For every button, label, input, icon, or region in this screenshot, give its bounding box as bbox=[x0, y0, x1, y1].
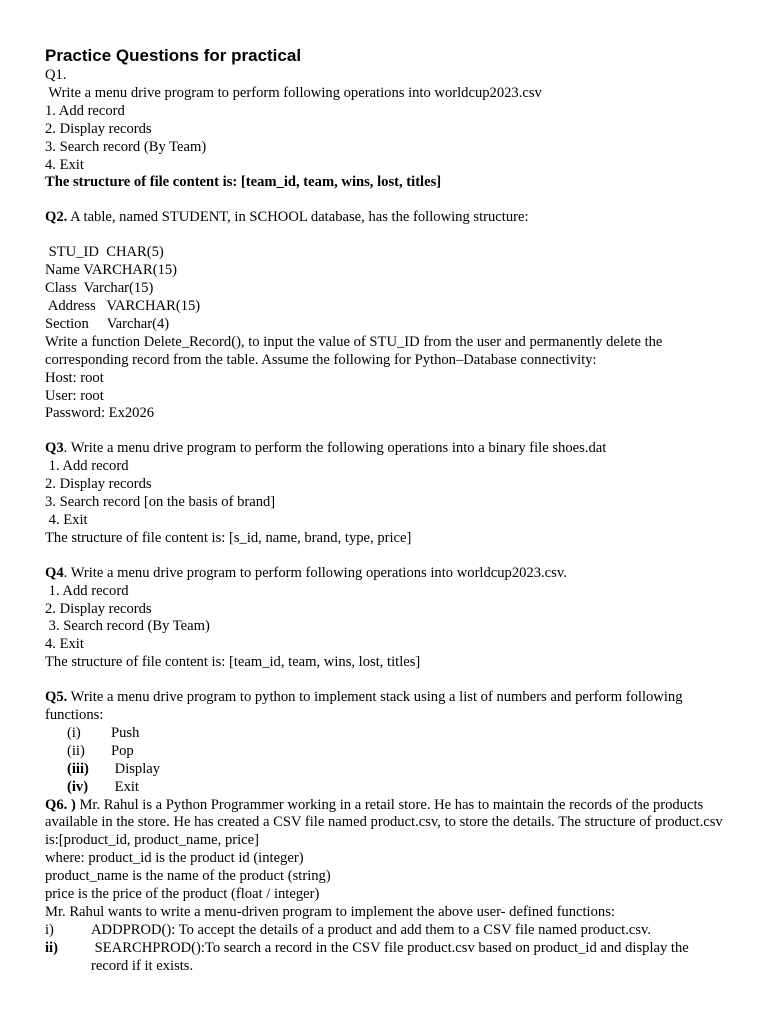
q2-conn-user: User: root bbox=[45, 387, 104, 404]
q6-item-2 bbox=[45, 940, 725, 976]
q6-label: Q6. ) bbox=[45, 796, 76, 813]
q3-item-3: 3. Search record [on the basis of brand] bbox=[45, 494, 276, 511]
q2-task: Write a function Delete_Record(), to input the value of STU_ID from the user and permanently delete the corresponding record from the table. Assume the following for Python–Database connectivity: bbox=[45, 333, 663, 368]
q2-field-5: Section Varchar(4) bbox=[45, 315, 170, 332]
q5-item-2-text: Pop bbox=[111, 742, 134, 759]
q4-item-3: 3. Search record (By Team) bbox=[45, 618, 210, 635]
q5-item-4-text: Exit bbox=[111, 778, 139, 795]
q5-item-1-text: Push bbox=[111, 725, 140, 741]
q6-item-1 bbox=[45, 922, 725, 940]
q5-label: Q5. bbox=[45, 689, 68, 706]
q1-text: Write a menu drive program to perform following operations into worldcup2023.csv bbox=[45, 84, 542, 101]
q4-item-4: 4. Exit bbox=[45, 636, 84, 653]
q2-field-2: Name VARCHAR(15) bbox=[45, 262, 178, 279]
q2-field-1: STU_ID CHAR(5) bbox=[45, 244, 164, 261]
q5-item-3-num: (iii) bbox=[67, 760, 89, 777]
q3-item-1: 1. Add record bbox=[45, 458, 129, 475]
q6-where-1: where: product_id is the product id (integer) bbox=[45, 850, 304, 867]
q6-where-3: price is the price of the product (float / integer) bbox=[45, 886, 320, 903]
q3-intro bbox=[45, 440, 725, 458]
q3-text: . Write a menu drive program to perform the following operations into a binary file shoes.dat bbox=[63, 440, 607, 457]
q1-item-2: 2. Display records bbox=[45, 120, 152, 137]
q2-field-4: Address VARCHAR(15) bbox=[45, 297, 201, 314]
q1-item-4: 4. Exit bbox=[45, 156, 84, 173]
q5-item-1-num: (i) bbox=[67, 725, 81, 741]
q6-where-2: product_name is the name of the product (string) bbox=[45, 868, 331, 885]
q4-text: . Write a menu drive program to perform following operations into worldcup2023.csv. bbox=[63, 564, 567, 581]
q5-item-4 bbox=[45, 779, 725, 797]
q6-intro bbox=[45, 797, 725, 851]
q5-item-3 bbox=[45, 761, 725, 779]
q5-item-2 bbox=[45, 743, 725, 761]
q5-item-2-num: (ii) bbox=[67, 742, 85, 759]
q4-item-2: 2. Display records bbox=[45, 600, 152, 617]
q6-item-2-text: SEARCHPROD():To search a record in the CSV file product.csv based on product_id and display the record if it exists. bbox=[91, 939, 693, 974]
q2-intro bbox=[45, 209, 725, 227]
q2-text: A table, named STUDENT, in SCHOOL database, has the following structure: bbox=[67, 209, 529, 226]
document-page bbox=[45, 46, 725, 976]
q1-item-3: 3. Search record (By Team) bbox=[45, 138, 207, 155]
q2-conn-password: Password: Ex2026 bbox=[45, 405, 155, 422]
q6-text: Mr. Rahul is a Python Programmer working in a retail store. He has to maintain the records of the products available in the store. He has created a CSV file named product.csv, to store the details. The structure of product.csv is:[product_id, product_name, price] bbox=[45, 796, 723, 849]
q3-label: Q3 bbox=[45, 440, 64, 457]
q1-structure: The structure of file content is: [team_id, team, wins, lost, titles] bbox=[45, 174, 442, 191]
q5-text: Write a menu drive program to python to implement stack using a list of numbers and perform following functions: bbox=[45, 689, 683, 724]
q4-label: Q4 bbox=[45, 564, 64, 581]
q3-item-4: 4. Exit bbox=[45, 511, 88, 528]
q1-item-1: 1. Add record bbox=[45, 102, 125, 119]
q1-label: Q1. bbox=[45, 67, 67, 83]
q5-intro bbox=[45, 689, 725, 725]
q4-structure: The structure of file content is: [team_id, team, wins, lost, titles] bbox=[45, 654, 421, 671]
q6-item-1-text: ADDPROD(): To accept the details of a product and add them to a CSV file named product.csv. bbox=[91, 921, 652, 938]
q3-item-2: 2. Display records bbox=[45, 476, 152, 493]
page-title: Practice Questions for practical bbox=[45, 46, 302, 65]
q5-item-4-num: (iv) bbox=[67, 778, 89, 795]
q2-conn-host: Host: root bbox=[45, 369, 104, 386]
q4-item-1: 1. Add record bbox=[45, 582, 129, 599]
q6-wants: Mr. Rahul wants to write a menu-driven program to implement the above user- defined functions: bbox=[45, 904, 615, 920]
q2-label: Q2. bbox=[45, 209, 68, 226]
q6-item-2-num: ii) bbox=[45, 939, 58, 956]
q5-item-1 bbox=[45, 725, 725, 743]
q3-structure: The structure of file content is: [s_id, name, brand, type, price] bbox=[45, 529, 412, 546]
q6-item-1-num: i) bbox=[45, 921, 54, 938]
q4-intro bbox=[45, 565, 725, 583]
q2-field-3: Class Varchar(15) bbox=[45, 280, 154, 297]
q5-item-3-text: Display bbox=[111, 760, 161, 777]
